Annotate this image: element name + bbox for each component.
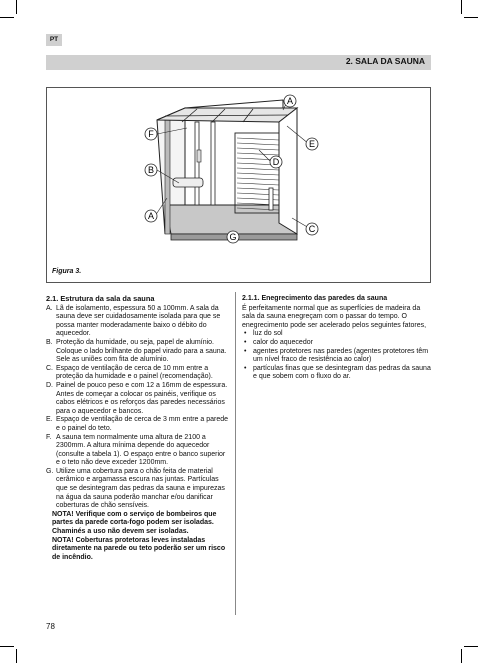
note-fire-risk: NOTA! Coberturas protetoras leves instaladas diretamente na parede ou teto poderão ser um risco de incêndio. — [52, 536, 226, 561]
label-g: G — [229, 232, 237, 242]
figure-3 — [46, 87, 431, 283]
crop-mark — [461, 0, 462, 14]
label-a-top: A — [286, 96, 294, 106]
list-item: B. Proteção da humidade, ou seja, papel de alumínio. Coloque o lado brilhante do papel virado para a sauna. Sele as uniões com fita de alumínio. — [46, 338, 227, 364]
crop-mark — [16, 649, 17, 663]
list-item: • calor do aquecedor — [244, 338, 313, 346]
list-item: D. Painel de pouco peso e com 12 a 16mm de espessura. Antes de começar a colocar os painéis, verifique os cabos elétricos e os reforços das paredes necessários para o aquecedor e bancos. — [46, 381, 228, 415]
section-heading: 2.1. Estrutura da sala da sauna — [46, 294, 155, 303]
list-item: • agentes protetores nas paredes (agentes protetores têm um nível fraco de resistência ao calor) — [244, 347, 429, 364]
insulation-roll — [173, 178, 203, 187]
left-column — [46, 295, 230, 562]
list-item: C. Espaço de ventilação de cerca de 10 mm entre a proteção da humidade e o painel (recomendação). — [46, 364, 213, 381]
crop-mark — [461, 649, 462, 663]
label-e: E — [308, 139, 316, 149]
sauna-structure-diagram — [47, 88, 432, 284]
list-item: E. Espaço de ventilação de cerca de 3 mm entre a parede e o painel do teto. — [46, 416, 228, 432]
crop-mark — [0, 646, 14, 647]
list-item: F. A sauna tem normalmente uma altura de 2100 a 2300mm. A altura mínima depende do aquecedor (consulte a tabela 1). O espaço entre o banco superior e o teto não deve exceder 1200mm. — [46, 433, 226, 467]
section-title: 2. SALA DA SAUNA — [345, 56, 425, 66]
crop-mark — [16, 0, 17, 14]
language-tag: PT — [46, 34, 62, 46]
subsection-heading: 2.1.1. Enegrecimento das paredes da sauna — [242, 295, 388, 302]
page-number: 78 — [46, 622, 55, 631]
list-item: • luz do sol — [244, 330, 283, 338]
label-c: C — [308, 224, 316, 234]
list-item: A. Lã de isolamento, espessura 50 a 100mm. A sala da sauna deve ser cuidadosamente isolada para que se possa manter moderadamente baixo o débito do aquecedor. — [46, 304, 221, 338]
floor-surface — [165, 205, 297, 234]
figure-caption: Figura 3. — [52, 268, 82, 275]
crop-mark — [0, 17, 14, 18]
section-header — [46, 55, 431, 70]
label-d: D — [272, 157, 280, 167]
label-a-left: A — [147, 211, 155, 221]
crop-mark — [464, 17, 478, 18]
label-f: F — [148, 129, 154, 139]
intro-paragraph: É perfeitamente normal que as superfícies de madeira da sala da sauna enegreçam com o passar do tempo. O enegrecimento pode ser acelerado pelos seguintes fatores, — [242, 304, 427, 329]
list-item: • partículas finas que se desintegram das pedras da sauna e que sobem com o fluxo do ar. — [244, 364, 431, 381]
right-column — [242, 295, 431, 382]
list-item: G. Utilize uma cobertura para o chão feita de material cerâmico e argamassa escura nas juntas. Partículas que se desintegram das pedras da sauna e impurezas na água da sauna poderão manchar e/ou danificar coberturas de chão sensíveis. — [46, 467, 225, 510]
label-b: B — [147, 165, 155, 175]
crop-mark — [464, 646, 478, 647]
column-divider — [235, 292, 236, 615]
note-firewall: NOTA! Verifique com o serviço de bombeiros que partes da parede corta-fogo podem ser isoladas. Chaminés a uso não devem ser isoladas. — [52, 510, 217, 536]
